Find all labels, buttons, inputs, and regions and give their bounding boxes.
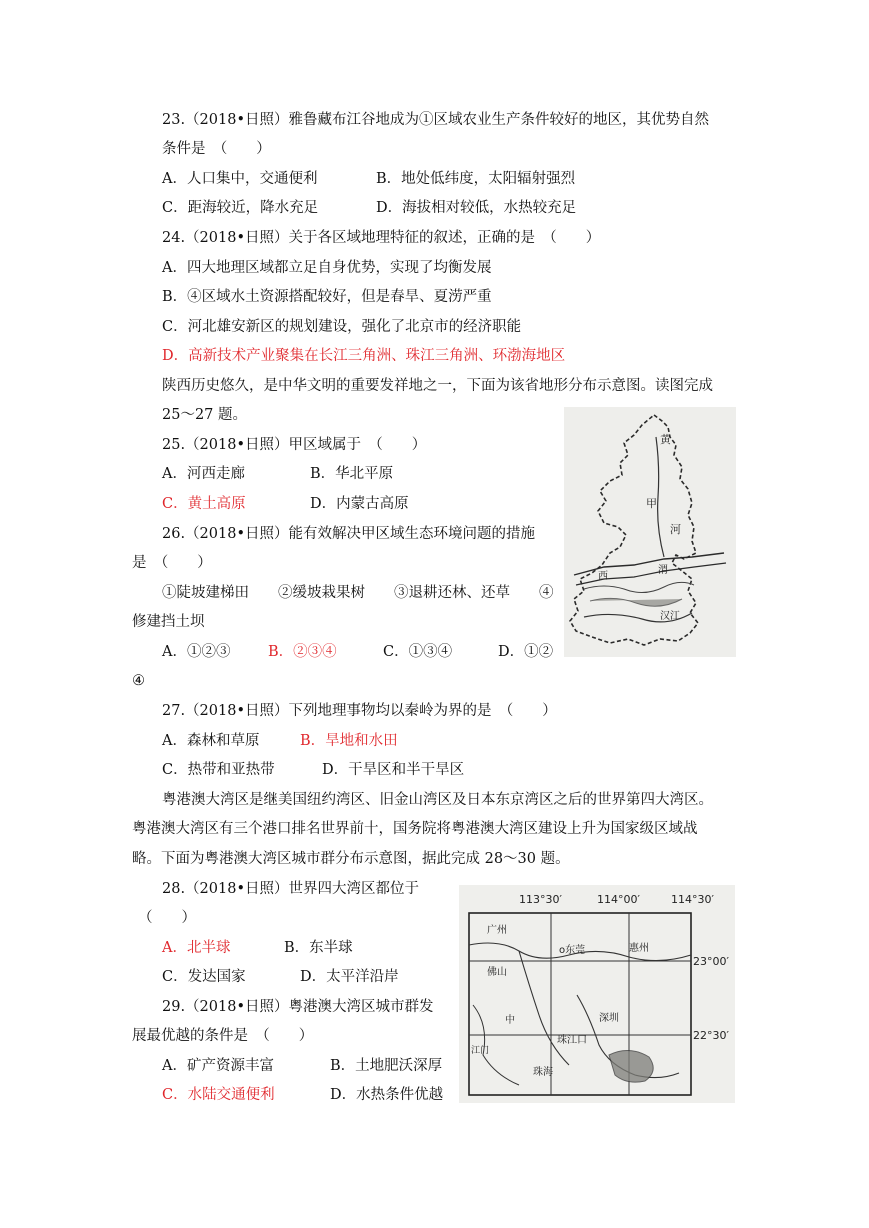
label-lat-22-30: 22°30′ (693, 1029, 729, 1042)
q25-option-a: A．河西走廊 (162, 466, 245, 482)
q25-stem: 25.（2018•日照）甲区域属于 （ ） (162, 437, 427, 453)
q24-option-a: A．四大地理区域都立足自身优势，实现了均衡发展 (162, 260, 492, 276)
q24-option-c: C．河北雄安新区的规划建设，强化了北京市的经济职能 (162, 319, 522, 335)
q29-stem-line1: 29.（2018•日照）粤港澳大湾区城市群发 (162, 999, 434, 1015)
q28-option-c: C．发达国家 (162, 969, 246, 985)
q27-stem: 27.（2018•日照）下列地理事物均以秦岭为界的是 （ ） (162, 703, 557, 719)
map-label-he: 河 (670, 523, 681, 536)
q28-stem-line1: 28.（2018•日照）世界四大湾区都位于 (162, 881, 420, 897)
map-label-huang: 黄 (660, 433, 671, 446)
q24-stem: 24.（2018•日照）关于各区域地理特征的叙述，正确的是 （ ） (162, 230, 601, 246)
label-pearl-river-mouth: 珠江口 (557, 1035, 587, 1046)
q26-stem-line2: 是 （ ） (132, 555, 212, 571)
shaanxi-intro-line1: 陕西历史悠久，是中华文明的重要发祥地之一，下面为该省地形分布示意图。读图完成 (162, 378, 713, 394)
q28-option-b: B．东半球 (284, 940, 353, 956)
q25-option-c-answer: C．黄土高原 (162, 496, 246, 512)
q26-option-c: C．①③④ (383, 644, 453, 660)
q25-option-b: B．华北平原 (310, 466, 394, 482)
q26-measures-line1: ①陡坡建梯田 ②缓坡栽果树 ③退耕还林、还草 ④ (162, 585, 554, 601)
q27-option-b-answer: B．旱地和水田 (300, 733, 398, 749)
q24-option-d-answer: D．高新技术产业聚集在长江三角洲、珠江三角洲、环渤海地区 (162, 348, 566, 364)
city-shenzhen: 深圳 (599, 1013, 619, 1024)
q28-option-d: D．太平洋沿岸 (300, 969, 399, 985)
q28-option-a-answer: A．北半球 (162, 940, 231, 956)
q23-stem-line2: 条件是 （ ） (162, 141, 271, 157)
city-jiangmen: 江门 (471, 1046, 490, 1056)
gba-map-svg (459, 885, 735, 1103)
shaanxi-terrain-map (564, 407, 736, 657)
q27-option-c: C．热带和亚热带 (162, 762, 275, 778)
gba-intro-line3: 略。下面为粤港澳大湾区城市群分布示意图，据此完成 28～30 题。 (132, 851, 570, 867)
q29-option-a: A．矿产资源丰富 (162, 1058, 274, 1074)
q28-stem-line2: （ ） (138, 910, 196, 926)
q23-option-a: A．人口集中，交通便利 (162, 171, 318, 187)
q27-option-d: D．干旱区和半干旱区 (322, 762, 465, 778)
q27-option-a: A．森林和草原 (162, 733, 260, 749)
city-zhongshan: 中 (505, 1015, 515, 1026)
label-lon-113-30: 113°30′ (519, 893, 562, 906)
city-guangzhou: 广州 (487, 925, 507, 936)
label-lon-114-30: 114°30′ (671, 893, 714, 906)
q29-option-d: D．水热条件优越 (330, 1087, 444, 1103)
q23-option-d: D．海拔相对较低，水热较充足 (376, 200, 577, 216)
shaanxi-intro-line2: 25～27 题。 (162, 407, 248, 423)
city-dongguan: o东莞 (559, 945, 586, 956)
q29-option-c-answer: C．水陆交通便利 (162, 1087, 275, 1103)
q23-option-c: C．距海较近，降水充足 (162, 200, 319, 216)
q26-option-d-continuation: ④ (132, 673, 145, 689)
q29-stem-line2: 展最优越的条件是 （ ） (132, 1028, 314, 1044)
map-label-hanjiang: 汉江 (660, 611, 680, 622)
label-lat-23-00: 23°00′ (693, 955, 729, 968)
q26-stem-line1: 26.（2018•日照）能有效解决甲区域生态环境问题的措施 (162, 526, 536, 542)
q25-option-d: D．内蒙古高原 (310, 496, 409, 512)
q29-option-b: B．土地肥沃深厚 (330, 1058, 443, 1074)
q26-option-d: D．①② (498, 644, 554, 660)
greater-bay-area-map (459, 885, 735, 1103)
map-label-xi: 西 (598, 571, 608, 582)
q23-option-b: B．地处低纬度，太阳辐射强烈 (376, 171, 576, 187)
q24-option-b: B．④区域水土资源搭配较好，但是春旱、夏涝严重 (162, 289, 492, 305)
q26-option-b-answer: B．②③④ (268, 644, 337, 660)
q26-option-a: A．①②③ (162, 644, 231, 660)
q26-measures-line2: 修建挡土坝 (132, 614, 205, 630)
map-label-jia: 甲 (646, 497, 657, 510)
city-zhuhai: 珠海 (533, 1067, 553, 1078)
gba-intro-line1: 粤港澳大湾区是继美国纽约湾区、旧金山湾区及日本东京湾区之后的世界第四大湾区。 (162, 792, 713, 808)
city-foshan: 佛山 (487, 967, 507, 978)
gba-intro-line2: 粤港澳大湾区有三个港口排名世界前十，国务院将粤港澳大湾区建设上升为国家级区域战 (132, 821, 698, 837)
map-label-wei: 渭 (658, 565, 668, 576)
label-lon-114-00: 114°00′ (597, 893, 640, 906)
q23-stem-line1: 23.（2018•日照）雅鲁藏布江谷地成为①区域农业生产条件较好的地区，其优势自然 (162, 112, 710, 128)
shaanxi-map-svg (564, 407, 736, 657)
city-huizhou: 惠州 (629, 943, 649, 954)
